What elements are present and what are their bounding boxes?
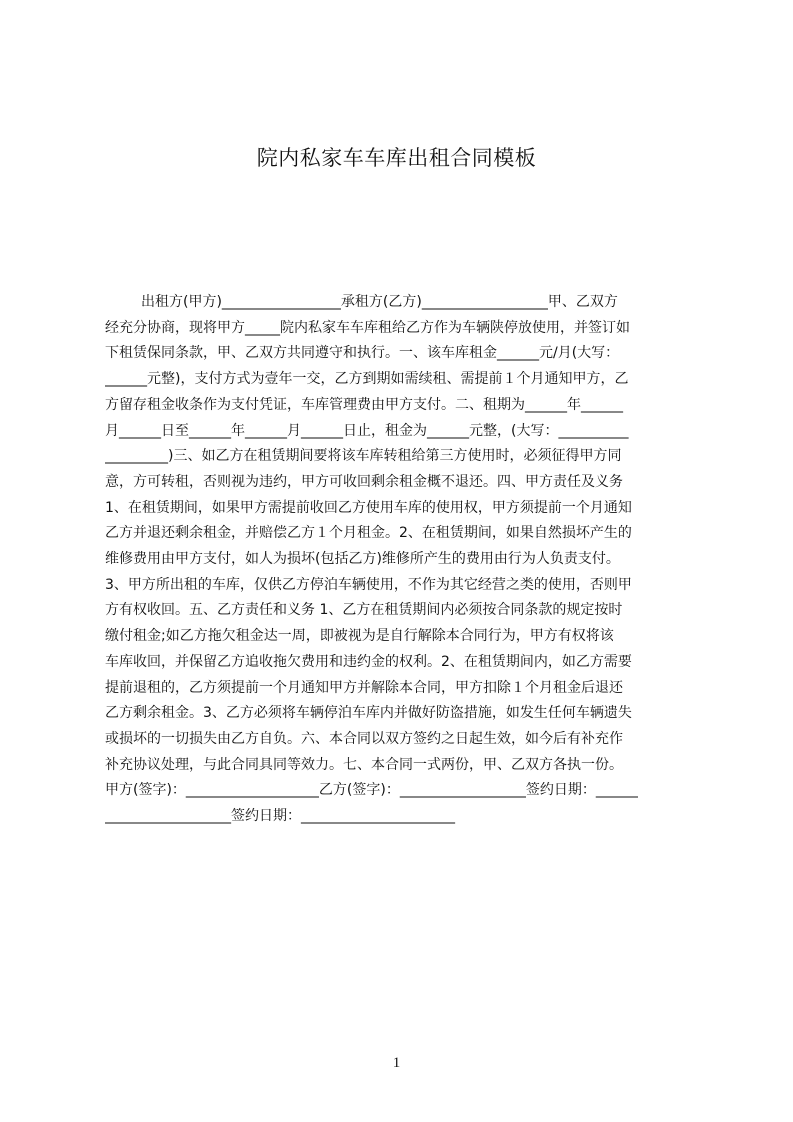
- signature-line: 甲方(签字)：___________________乙方(签字)：__________________签约日期：______: [105, 782, 638, 799]
- body-line: 方有权收回。五、乙方责任和义务 1、乙方在租赁期间内必须按合同条款的规定按时: [105, 602, 623, 619]
- body-line: 或损坏的一切损失由乙方自负。六、本合同以双方签约之日起生效，如今后有补充作: [105, 730, 623, 747]
- body-line: 方留存租金收条作为支付凭证，车库管理费由甲方支付。二、租期为______年______: [105, 396, 623, 413]
- body-line: _________)三、如乙方在租赁期间要将该车库转租给第三方使用时，必须征得甲方同: [105, 448, 622, 465]
- body-line: 车库收回，并保留乙方追收拖欠费用和违约金的权利。2、在租赁期间内，如乙方需要: [105, 653, 632, 670]
- body-line: 出租方(甲方)_________________承租方(乙方)__________________甲、乙双方: [141, 294, 618, 310]
- body-line: 3、甲方所出租的车库，仅供乙方停泊车辆使用，不作为其它经营之类的使用，否则甲: [105, 576, 632, 593]
- body-line: 1、在租赁期间，如果甲方需提前收回乙方使用车库的使用权，甲方须提前一个月通知: [105, 499, 632, 516]
- body-line: 维修费用由甲方支付，如人为损坏(包括乙方)维修所产生的费用由行为人负责支付。: [105, 551, 620, 568]
- body-line: 乙方并退还剩余租金，并赔偿乙方１个月租金。2、在租赁期间，如果自然损坏产生的: [105, 525, 632, 542]
- body-line: 乙方剩余租金。3、乙方必须将车辆停泊车库内并做好防盗措施，如发生任何车辆遗失: [105, 705, 632, 722]
- signature-line: __________________签约日期：______________________: [105, 808, 455, 825]
- document-title: 院内私家车车库出租合同模板: [256, 146, 537, 170]
- body-line: 意，方可转租，否则视为违约，甲方可收回剩余租金概不退还。四、甲方责任及义务: [105, 473, 623, 490]
- body-line: 缴付租金;如乙方拖欠租金达一周，即被视为是自行解除本合同行为，甲方有权将该: [105, 628, 614, 645]
- body-line: 经充分协商，现将甲方_____院内私家车车库租给乙方作为车辆陕停放使用，并签订如: [105, 319, 630, 336]
- body-line: 下租赁保同条款，甲、乙双方共同遵守和执行。一、该车库租金______元/月(大写：: [105, 345, 620, 362]
- page-number: 1: [392, 1055, 401, 1071]
- contract-body: [105, 290, 699, 850]
- body-line: 补充协议处理，与此合同具同等效力。七、本合同一式两份，甲、乙双方各执一份。: [105, 756, 623, 773]
- body-line: 月______日至______年______月______日止，租金为______元整，(大写：__________: [105, 422, 629, 439]
- body-line: 提前退租的，乙方须提前一个月通知甲方并解除本合同，甲方扣除１个月租金后退还: [105, 679, 623, 696]
- body-line: ______元整)，支付方式为壹年一交，乙方到期如需续租、需提前１个月通知甲方，乙: [105, 371, 629, 388]
